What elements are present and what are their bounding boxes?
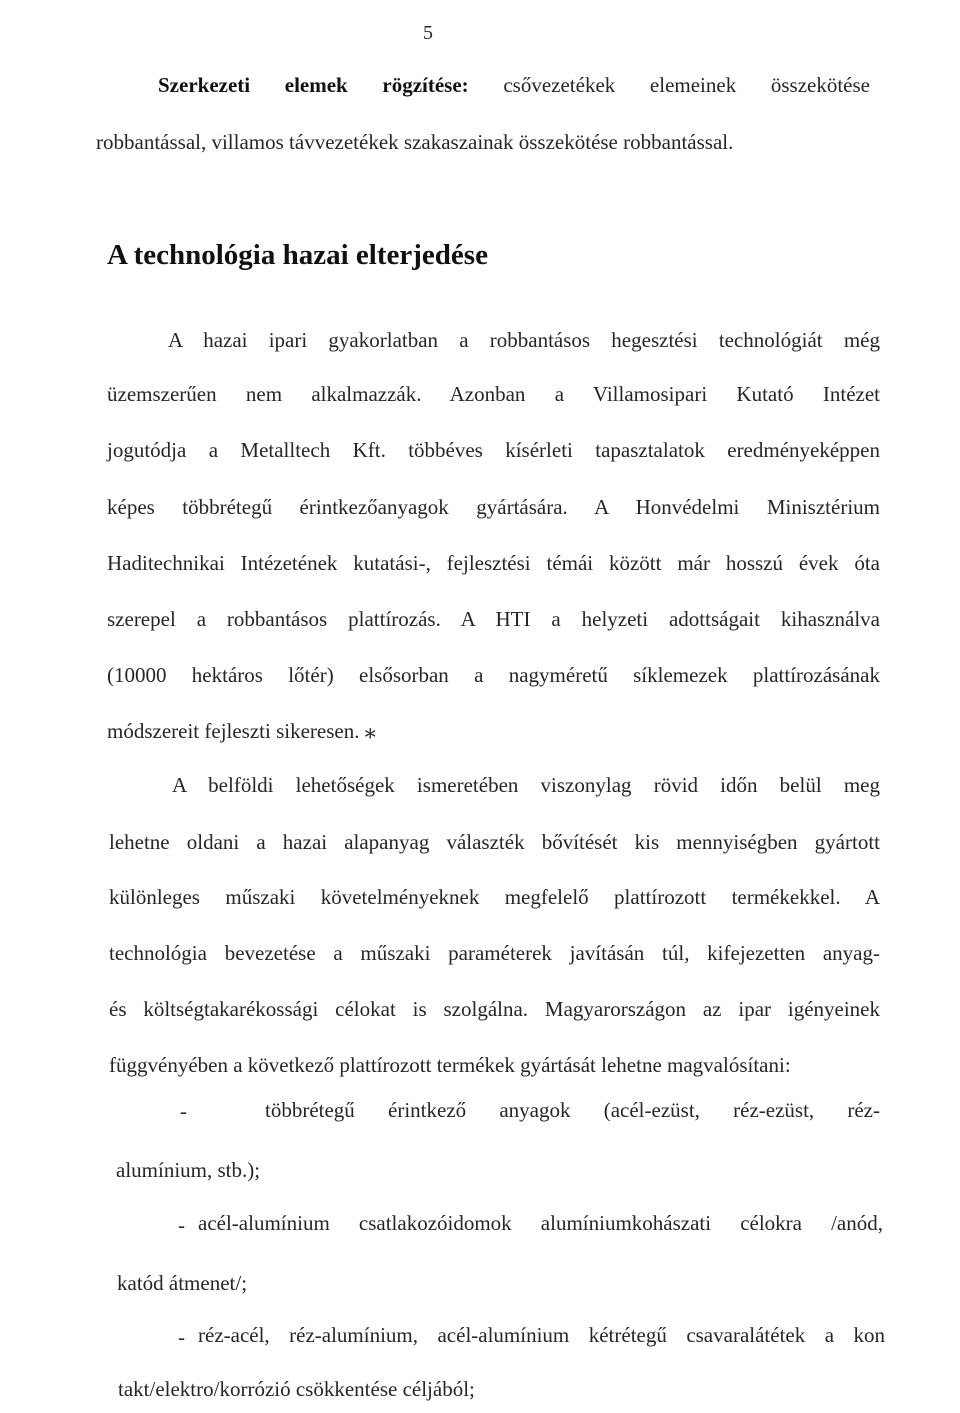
list-item-line-1: acél-alumínium csatlakozóidomok alumíniumkohászati célokra /anód, [198, 1211, 883, 1235]
paragraph-1-last-text: módszereit fejleszti sikeresen. [107, 719, 360, 743]
list-dash: - [178, 1325, 185, 1349]
paragraph-2-line: A belföldi lehetőségek ismeretében viszonylag rövid időn belül meg [172, 773, 880, 797]
section-label-text: csővezetékek elemeinek összekötése [503, 73, 870, 97]
paragraph-1-line: Haditechnikai Intézetének kutatási-, fejlesztési témái között már hosszú évek óta [107, 551, 880, 575]
paragraph-1-line: (10000 hektáros lőtér) elsősorban a nagyméretű síklemezek plattírozásának [107, 663, 880, 687]
paragraph-1-line: szerepel a robbantásos plattírozás. A HTI a helyzeti adottságait kihasználva [107, 607, 880, 631]
intro-line-2: robbantással, villamos távvezetékek szakaszainak összekötése robbantással. [96, 130, 734, 154]
paragraph-1-line: jogutódja a Metalltech Kft. többéves kísérleti tapasztalatok eredményeképpen [107, 438, 880, 462]
section-label: Szerkezeti elemek rögzítése: [158, 73, 469, 97]
list-item-line-1: réz-acél, réz-alumínium, acél-alumínium kétrétegű csavaralátétek a kon [198, 1323, 885, 1347]
list-item-line-1: többrétegű érintkező anyagok (acél-ezüst, réz-ezüst, réz- [265, 1098, 880, 1122]
list-dash: - [178, 1213, 185, 1237]
paragraph-1-line: üzemszerűen nem alkalmazzák. Azonban a Villamosipari Kutató Intézet [107, 382, 880, 406]
list-item-line-2: katód átmenet/; [117, 1271, 248, 1295]
page-number: 5 [423, 22, 433, 44]
paragraph-2-line: lehetne oldani a hazai alapanyag választék bővítését kis mennyiségben gyártott [109, 830, 880, 854]
paragraph-2-line: különleges műszaki követelményeknek megfelelő plattírozott termékekkel. A [109, 885, 880, 909]
paragraph-2-line: és költségtakarékossági célokat is szolgálna. Magyarországon az ipar igényeinek [109, 997, 880, 1021]
section-heading: A technológia hazai elterjedése [107, 239, 488, 271]
paragraph-1-last-line [107, 718, 376, 744]
paragraph-2-line: függvényében a következő plattírozott termékek gyártását lehetne magvalósítani: [109, 1053, 791, 1077]
paragraph-2-line: technológia bevezetése a műszaki paraméterek javításán túl, kifejezetten anyag- [109, 941, 880, 965]
intro-line-1 [158, 72, 870, 98]
list-item-line-2: takt/elektro/korrózió csökkentése céljából; [118, 1377, 475, 1401]
paragraph-1-line: A hazai ipari gyakorlatban a robbantásos hegesztési technológiát még [168, 328, 880, 352]
handwritten-mark: ⁎ [364, 718, 376, 743]
list-item-line-2: alumínium, stb.); [116, 1158, 261, 1182]
paragraph-1-line: képes többrétegű érintkezőanyagok gyártására. A Honvédelmi Minisztérium [107, 495, 880, 519]
list-dash: - [180, 1099, 187, 1123]
